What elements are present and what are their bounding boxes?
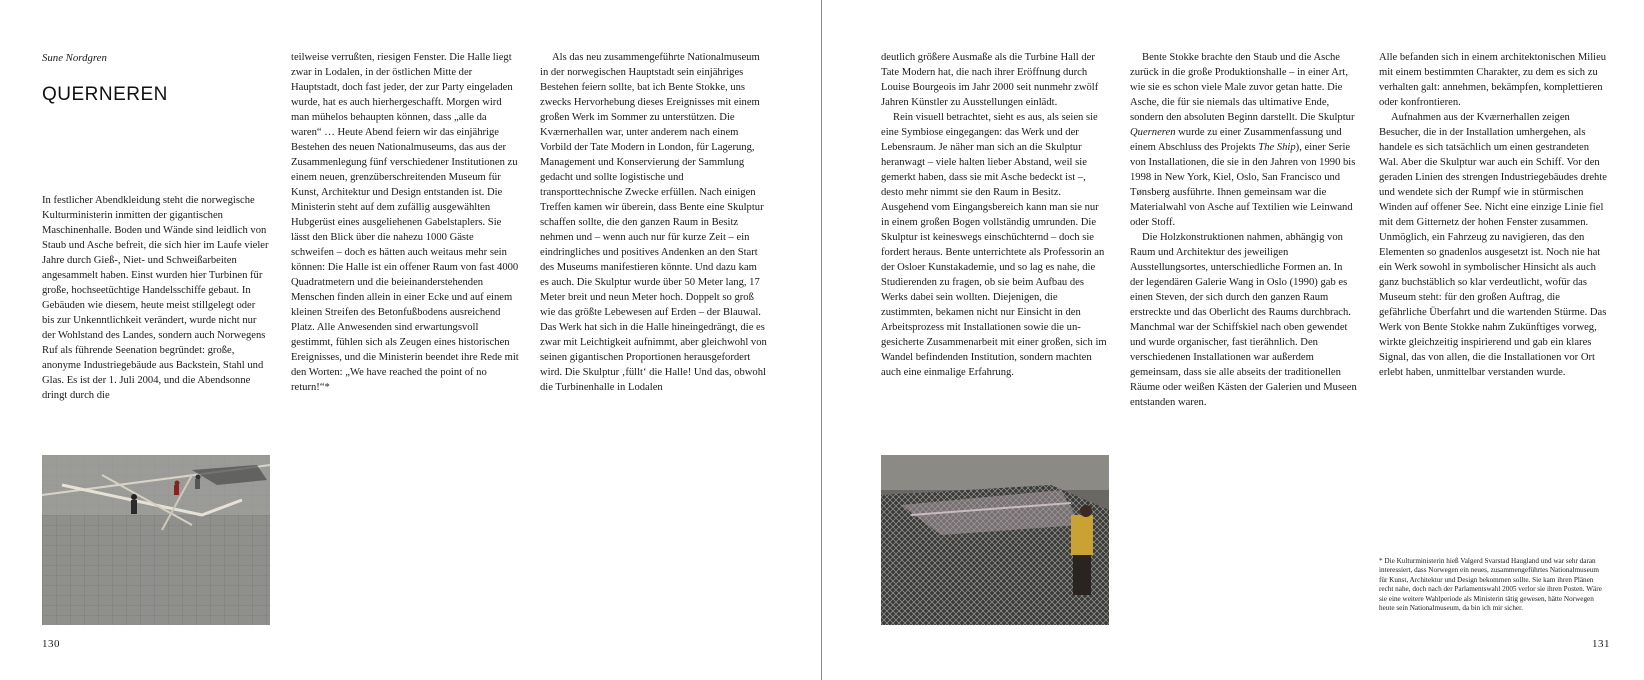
paragraph: Rein visuell betrachtet, sieht es aus, als seien sie eine Symbiose eingegangen: das Werk und der Lebensraum. Je näher man sich an die Skulptur heranwagt – viele halten lieber Abstand, weil sie gemerkt haben, dass sie mit Asche bedeckt ist –, desto mehr nimmt sie den Raum in Besitz. Ausgehend vom Eingangsbereich kann man sie nur in einem großen Bogen vollständig umrunden. Die Skulptur ist keineswegs einschüchternd – doch sie fordert heraus. Bente unterrichtete als Professorin an der Osloer Kunstakademie, und so lag es nahe, die Studierenden zu fragen, ob sie beim Aufbau des Werks dabei sein wollten. Diejenigen, die zustimmten, bekamen nicht nur Einsicht in den Arbeitsprozess mit Installationen sowie die un-gesicherte Zusammenarbeit mit einer großen, sich im Wandel befindenden Institution, sondern machten auch eine einmalige Erfahrung. [881,112,1107,378]
text-column-4 [881,50,1109,380]
paragraph: Als das neu zusammengeführte Nationalmuseum in der norwegischen Hauptstadt sein einjähriges Bestehen feiern sollte, bat ich Bente Stokke, uns zwecks Hervorhebung dieses Ereignisses mit einem großen Werk im Sommer zu unterstützen. Die Kværnerhallen war, unter anderem nach einem Vorbild der Tate Modern in London, für Lagerung, Management und Konservierung der Sammlung gedacht und sollte logistische und transporttechnische Zwecke erfüllen. Nach einigen Treffen kamen wir überein, dass Bente eine Skulptur schaffen sollte, die den ganzen Raum in Besitz nehmen und – wenn auch nur für kurze Zeit – ein eindringliches und positives Andenken an den Start des Museums manifestieren könnte. Und dazu kam es auch. Die Skulptur wurde über 50 Meter lang, 17 Meter breit und neun Meter hoch. Doppelt so groß wie das größte Lebewesen auf Erden – der Blauwal. Das Werk hat sich in die Halle hineingedrängt, die es zwar mit Leichtigkeit aufnimmt, aber gleichwohl von seinen gigantischen Proportionen herausgefordert wird. Die Skulptur ‚füllt‘ die Halle! Und das, obwohl die Turbinenhalle in Lodalen [540,52,767,393]
footnote: * Die Kulturministerin hieß Valgerd Svarstad Haugland und war sehr daran interessiert, dass Norwegen ein neues, zusammengeführtes Nationalmuseum für Kunst, Architektur und Design bekommen sollte. Sie kam ihren Plänen recht nahe, doch nach der Parlamentswahl 2005 verlor sie ihren Posten. Wäre sie eine weitere Wahlperiode als Ministerin tätig gewesen, hätte Norwegen heute sein Nationalmuseum, da bin ich mir sicher. [1379,557,1602,613]
paragraph: Alle befanden sich in einem architektonischen Milieu mit einem bestimmten Charakter, zu dem es sich zu verhalten galt: annehmen, bekämpfen, komplettieren oder konfrontieren. [1379,52,1607,108]
photo-installation-floor [42,455,270,625]
text-run: Bente Stokke brachte den Staub und die Asche zurück in die große Produktionshalle – in einer Art, wie sie es schon viele Male zuvor getan hatte. Die Asche, die für sie niemals das ultimative Ende, sondern den absoluten Beginn darstellt. Die Skulptur [1130,52,1355,123]
paragraph: teilweise verrußten, riesigen Fenster. Die Halle liegt zwar in Lodalen, in der östlichen Mitte der Hauptstadt, doch fast jeder, der zur Party eingeladen wurde, hat es auch hierhergeschafft. Morgen wird man mühelos behaupten können, dass „alle da waren“ … Heute Abend feiern wir das einjährige Bestehen des neuen Nationalmuseums, das aus der Zusammenlegung fünf verschiedener Institutionen zu einem neuen, grenzüberschreitenden Museum für Kunst, Architektur und Design entstanden ist. Die Ministerin steht auf dem zufällig ausgewählten Hubgerüst eines ausgeliehenen Gabelstaplers. Sie lässt den Blick über die nahezu 1000 Gäste schweifen – doch es hätten auch weitaus mehr sein können: Die Halle ist ein offener Raum von fast 4000 Quadratmetern und die beieinanderstehenden Menschen finden allein in einer Ecke und auf einem kleinen Streifen des Betonfußbodens ausreichend Platz. Alle Anwesenden sind erwartungsvoll gestimmt, fühlen sich als Zeugen eines historischen Ereignisses, und die Ministerin beendet ihre Rede mit den Worten: „We have reached the point of no return!“* [291,52,519,393]
page-gutter [821,0,822,680]
text-column-1 [42,193,270,403]
work-title: Querneren [1130,127,1176,138]
text-column-3 [540,50,768,395]
paragraph: Die Holzkonstruktionen nahmen, abhängig von Raum und Architektur des jeweiligen Ausstellungsortes, unterschiedliche Formen an. In der legendären Galerie Wang in Oslo (1990) gab es einen Steven, der sich durch den ganzen Raum erstreckte und das Oberlicht des Raums durchbrach. Manchmal war der Schiffskiel nach oben gewendet und wurde organischer, fast tierähnlich. Den verschiedenen Installationen war außerdem gemeinsam, dass sie alle abseits der traditionellen Räume oder weißen Kästen der Galerien und Museen entstanden waren. [1130,232,1357,408]
text-column-2 [291,50,519,395]
author-name: Sune Nordgren [42,52,107,64]
text-column-6 [1379,50,1607,380]
photo-net-sculpture [881,455,1109,625]
paragraph [1130,50,1358,230]
page-number-left: 130 [42,638,60,650]
page-number-right: 131 [1592,638,1610,650]
article-title: QUERNEREN [42,84,168,105]
paragraph: Aufnahmen aus der Kværnerhallen zeigen Besucher, die in der Installation umhergehen, als handele es sich tatsächlich um einen gestrandeten Wal. Aber die Skulptur war auch ein Schiff. Vor den geraden Linien des strengen Industriegebäudes drehte und wendete sich der Rumpf wie in stürmischen Winden auf offener See. Nicht eine einzige Linie fiel mit dem Gitternetz der hohen Fenster zusammen. Unmöglich, ein Fahrzeug zu navigieren, das den Elementen so gnadenlos ausgesetzt ist. Noch nie hat ein Werk sowohl in symbolischer Hinsicht als auch ganz buchstäblich so klar verdeutlicht, wofür das Museum steht: für den großen Auftrag, die gefährliche Überfahrt und die wartenden Stürme. Das Werk von Bente Stokke nahm Zukünftiges vorweg, wirkte gleichzeitig inspirierend und gab ein klares Signal, das von allen, die die Installationen vor Ort erlebt haben, unmittelbar verstanden wurde. [1379,112,1607,378]
project-title: The Ship [1258,142,1296,153]
text-column-5 [1130,50,1358,410]
paragraph: In festlicher Abendkleidung steht die norwegische Kulturministerin inmitten der gigantischen Maschinenhalle. Boden und Wände sind leidlich von Staub und Asche befreit, die sich hier im Laufe vieler Jahre durch Gieß-, Niet- und Schweißarbeiten angesammelt haben. Einst wurden hier Turbinen für große, hochseetüchtige Handelsschiffe gebaut. In Gebäuden wie diesem, heute meist stillgelegt oder bis zur Unkenntlichkeit verändert, wurde nicht nur der Wohlstand des Landes, sondern auch Norwegens Ruf als führende Seenation begründet: große, anonyme Industriegebäude aus Backstein, Stahl und Glas. Es ist der 1. Juli 2004, und die Abendsonne dringt durch die [42,195,269,401]
paragraph: deutlich größere Ausmaße als die Turbine Hall der Tate Modern hat, die nach ihrer Eröffnung durch Louise Bourgeois im Jahr 2000 seit nunmehr zwölf Jahren Künstler zu Ausstellungen einlädt. [881,52,1099,108]
text-run: ), einer Serie von Installationen, die sie in den Jahren von 1990 bis 1998 in New York, Kiel, Oslo, San Francisco und Tønsberg ausführte. Ihnen gemeinsam war die Materialwahl von Asche auf Textilien wie Leinwand oder Stoff. [1130,142,1356,228]
text-run: wurde zu einer Zusammenfassung und einem Abschluss des Projekts [1130,127,1342,153]
